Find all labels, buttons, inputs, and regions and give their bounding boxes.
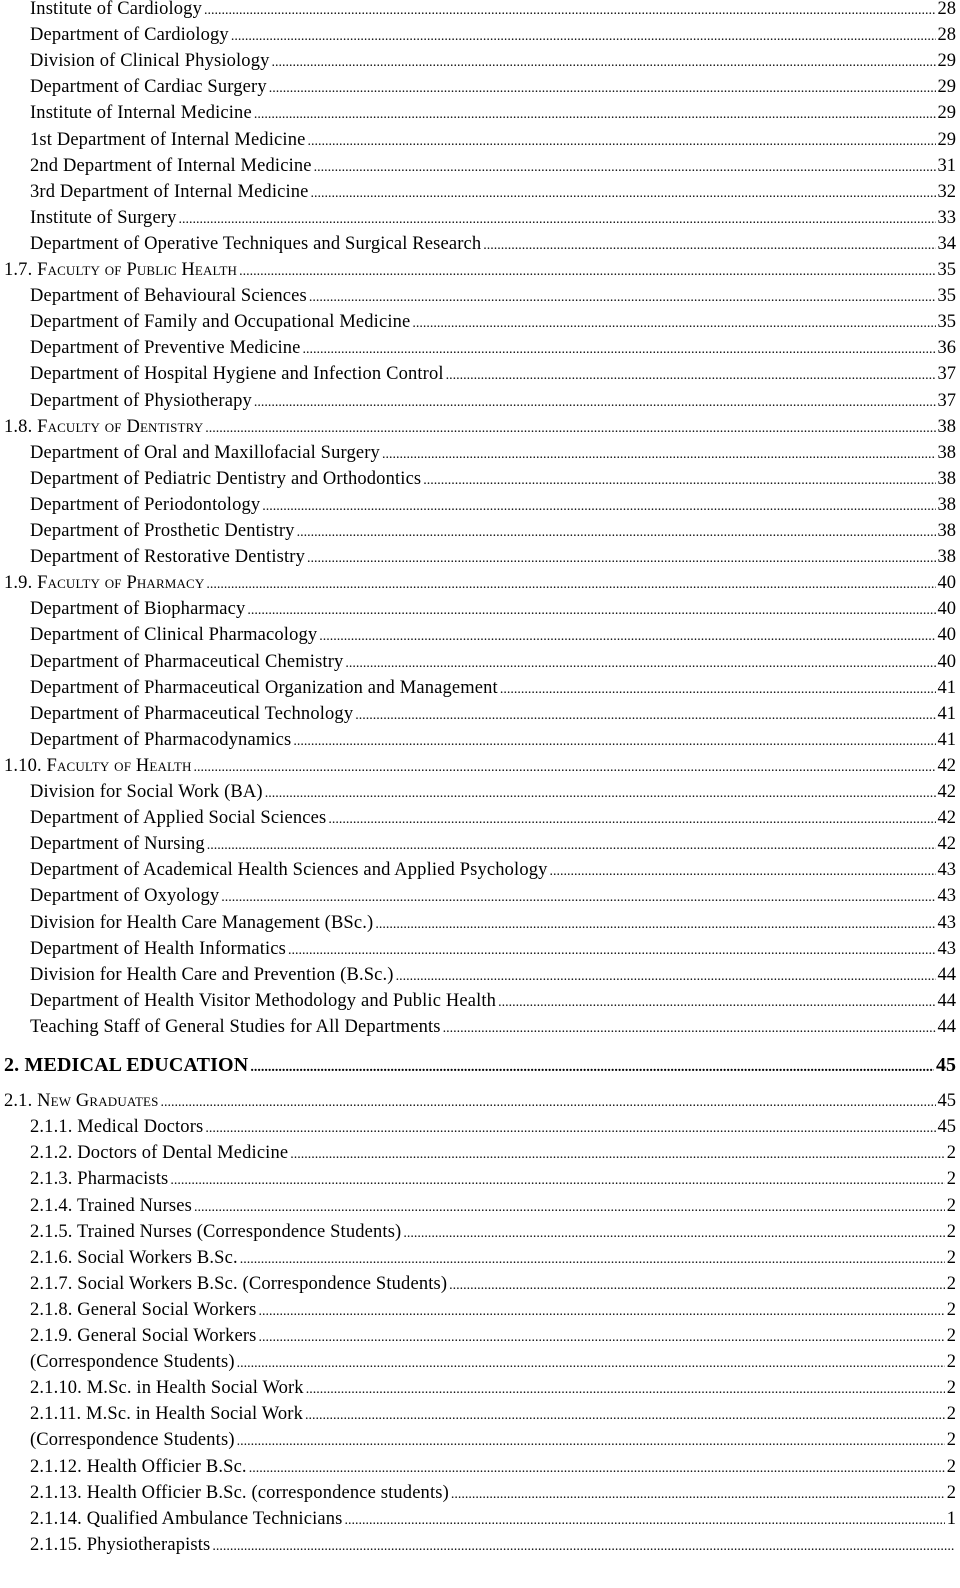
toc-entry-page: 45 [937, 1091, 956, 1112]
toc-entry-page: 44 [937, 1016, 956, 1037]
toc-entry-page: 2 [946, 1221, 956, 1242]
toc-entry [0, 649, 960, 675]
toc-entry-title: Department of Oral and Maxillofacial Surgery [30, 442, 380, 463]
toc-entry [0, 544, 960, 570]
dot-leader [254, 390, 936, 416]
toc-entry [0, 309, 960, 335]
toc-entry [0, 1323, 960, 1349]
toc-entry-title: 1.9. Faculty of Pharmacy [4, 573, 205, 594]
dot-leader [237, 1429, 945, 1455]
toc-entry-title: 2.1.12. Health Officier B.Sc. [30, 1456, 247, 1477]
dot-leader [254, 102, 936, 128]
dot-leader [265, 781, 936, 807]
toc-entry-page: 42 [937, 782, 956, 802]
dot-leader [498, 990, 935, 1016]
toc-entry [0, 936, 960, 962]
toc-entry [0, 74, 960, 100]
toc-entry-title: 2.1.8. General Social Workers [30, 1299, 257, 1320]
toc-entry-page: 1 [946, 1508, 956, 1529]
toc-entry-title: 2nd Department of Internal Medicine [30, 155, 312, 176]
toc-entry-page: 35 [937, 312, 956, 333]
toc-entry-title: Department of Pharmaceutical Organization and Management [30, 677, 498, 698]
toc-entry-page: 36 [937, 338, 956, 359]
toc-entry [0, 1454, 960, 1480]
dot-leader [500, 677, 936, 703]
toc-entry [0, 283, 960, 309]
toc-entry-title: Department of Prosthetic Dentistry [30, 521, 295, 541]
toc-entry [0, 857, 960, 883]
toc-entry [0, 1140, 960, 1166]
toc-entry-page: 41 [937, 703, 956, 724]
toc-entry-title: Department of Preventive Medicine [30, 338, 301, 359]
toc-entry-page: 32 [937, 181, 956, 202]
toc-entry-page: 41 [937, 729, 956, 750]
toc-entry-page: 37 [937, 364, 956, 385]
toc-entry [0, 1052, 960, 1078]
toc-entry-page: 43 [937, 912, 956, 933]
toc-entry-title: (Correspondence Students) [30, 1430, 235, 1451]
toc-entry-page: 2 [946, 1195, 956, 1216]
toc-entry-title: Department of Applied Social Sciences [30, 808, 327, 829]
toc-entry-page: 40 [937, 625, 956, 646]
toc-entry [0, 335, 960, 361]
toc-entry-page: 44 [937, 964, 956, 985]
dot-leader [345, 651, 935, 677]
toc-entry [0, 1349, 960, 1375]
toc-entry-title: Department of Pharmaceutical Technology [30, 703, 354, 724]
dot-leader [550, 859, 936, 885]
toc-entry-page: 2 [946, 1299, 956, 1320]
toc-entry-page: 2 [946, 1482, 956, 1503]
dot-leader [328, 807, 935, 833]
toc-entry [0, 1532, 960, 1558]
dot-leader [307, 129, 935, 155]
dot-leader [259, 1325, 945, 1351]
toc-entry-title: Department of Restorative Dentistry [30, 547, 305, 568]
toc-entry [0, 518, 960, 544]
dot-leader [239, 259, 935, 285]
toc-entry [0, 1427, 960, 1453]
toc-entry [0, 127, 960, 153]
dot-leader [161, 1090, 936, 1116]
dot-leader [240, 1247, 945, 1273]
toc-entry [0, 622, 960, 648]
toc-entry-title: Division for Health Care Management (BSc.) [30, 912, 374, 933]
dot-leader [319, 624, 935, 650]
toc-entry-title: Department of Pharmaceutical Chemistry [30, 651, 344, 672]
dot-leader [303, 337, 936, 363]
dot-leader [344, 1508, 944, 1534]
dot-leader [259, 1299, 945, 1325]
toc-entry-page: 43 [937, 938, 956, 959]
toc-entry-page: 42 [937, 808, 956, 829]
toc-entry-title: 2.1.2. Doctors of Dental Medicine [30, 1143, 289, 1164]
toc-entry-title: (Correspondence Students) [30, 1352, 235, 1373]
dot-leader [288, 938, 936, 964]
toc-entry-title: Department of Academical Health Sciences and Applied Psychology [30, 860, 548, 881]
dot-leader [247, 598, 935, 624]
dot-leader [449, 1273, 945, 1299]
toc-entry [0, 883, 960, 909]
dot-leader [290, 1142, 945, 1168]
toc-entry-title: 2.1.6. Social Workers B.Sc. [30, 1247, 238, 1268]
toc-entry [0, 492, 960, 518]
dot-leader [293, 729, 935, 755]
dot-leader [451, 1482, 945, 1508]
toc-entry-page: 2 [946, 1404, 956, 1425]
toc-entry-title: 1.10. Faculty of Health [4, 755, 192, 776]
toc-entry-title: Department of Pharmacodynamics [30, 729, 292, 750]
toc-entry [0, 1245, 960, 1271]
toc-entry-title: Department of Hospital Hygiene and Infection Control [30, 364, 444, 385]
toc-entry [0, 779, 960, 805]
toc-entry [0, 100, 960, 126]
toc-entry-title: 2.1.11. M.Sc. in Health Social Work [30, 1404, 304, 1425]
dot-leader [194, 1195, 945, 1221]
toc-entry-title: Department of Cardiology [30, 25, 229, 46]
toc-entry-page: 2 [946, 1456, 956, 1477]
toc-entry-title: 1st Department of Internal Medicine [30, 129, 306, 150]
toc-entry-title: Teaching Staff of General Studies for All Departments [30, 1016, 441, 1037]
toc-entry [0, 1271, 960, 1297]
toc-entry-page: 45 [937, 1117, 956, 1138]
toc-entry-page: 33 [937, 207, 956, 228]
toc-entry-title: 1.7. Faculty of Public Health [4, 260, 238, 280]
dot-leader [311, 181, 936, 207]
toc-entry-page: 43 [937, 860, 956, 881]
toc-entry [0, 153, 960, 179]
toc-entry-title: 2.1.3. Pharmacists [30, 1169, 169, 1190]
dot-leader [297, 520, 936, 546]
toc-entry-page: 31 [937, 155, 956, 176]
dot-leader [382, 442, 936, 468]
toc-entry-page: 37 [937, 390, 956, 411]
dot-leader [205, 1116, 935, 1142]
dot-leader [221, 885, 935, 911]
toc-entry-page: 2 [946, 1378, 956, 1399]
toc-entry-page: 2 [946, 1273, 956, 1294]
toc-entry-page: 38 [937, 416, 956, 437]
toc-entry [0, 988, 960, 1014]
toc-entry-title: Division for Social Work (BA) [30, 782, 263, 802]
toc-entry-title: 2.1.10. M.Sc. in Health Social Work [30, 1378, 304, 1399]
toc-entry-page: 45 [936, 1054, 956, 1076]
dot-leader [206, 572, 935, 598]
toc-entry-title: Department of Periodontology [30, 494, 261, 515]
dot-leader [179, 207, 936, 233]
toc-entry-page: 44 [937, 990, 956, 1011]
dot-leader [262, 494, 935, 520]
toc-entry [0, 675, 960, 701]
toc-entry-page: 40 [937, 599, 956, 620]
toc-entry-title: 2.1.7. Social Workers B.Sc. (Correspondence Students) [30, 1273, 448, 1294]
dot-leader [204, 0, 936, 24]
dot-leader [423, 468, 935, 494]
toc-entry-page: 28 [937, 0, 956, 19]
toc-entry [0, 1088, 960, 1114]
dot-leader [412, 311, 935, 337]
toc-entry [0, 831, 960, 857]
toc-entry [0, 414, 960, 440]
toc-entry-title: Department of Family and Occupational Medicine [30, 312, 411, 333]
toc-entry [0, 570, 960, 596]
toc-entry-title: 2.1.15. Physiotherapists [30, 1534, 211, 1555]
toc-entry [0, 1506, 960, 1532]
dot-leader [305, 1403, 945, 1429]
dot-leader [194, 755, 936, 781]
dot-leader [307, 546, 936, 572]
dot-leader [443, 1016, 936, 1042]
toc-entry [0, 727, 960, 753]
toc-entry [0, 1014, 960, 1040]
toc-entry-page: 34 [937, 233, 956, 254]
toc-entry-page: 43 [937, 886, 956, 907]
toc-entry-page: 29 [937, 103, 956, 124]
toc-entry-title: 2.1.5. Trained Nurses (Correspondence Students) [30, 1221, 402, 1242]
toc-entry-title: 1.8. Faculty of Dentistry [4, 416, 204, 437]
toc-entry-page: 35 [937, 286, 956, 307]
toc-entry [0, 701, 960, 727]
toc-entry-page: 38 [937, 468, 956, 489]
toc-entry [0, 1401, 960, 1427]
dot-leader [237, 1351, 945, 1377]
toc-entry-page: 42 [937, 755, 956, 776]
toc-entry-title: 2. MEDICAL EDUCATION [4, 1054, 249, 1076]
toc-entry [0, 466, 960, 492]
dot-leader [306, 1377, 945, 1403]
toc-entry-title: 2.1.4. Trained Nurses [30, 1195, 192, 1216]
toc-entry [0, 22, 960, 48]
dot-leader [314, 155, 936, 181]
toc-entry-title: Department of Operative Techniques and Surgical Research [30, 233, 482, 254]
toc-entry [0, 1166, 960, 1192]
dot-leader [355, 703, 935, 729]
toc-entry [0, 1193, 960, 1219]
toc-entry [0, 48, 960, 74]
toc-entry-title: 2.1. New Graduates [4, 1091, 159, 1112]
toc-entry-title: 2.1.14. Qualified Ambulance Technicians [30, 1508, 343, 1529]
toc-entry-page: 38 [937, 521, 956, 541]
toc-entry-title: 2.1.1. Medical Doctors [30, 1117, 204, 1138]
toc-entry-page: 2 [946, 1430, 956, 1451]
toc-entry [0, 388, 960, 414]
toc-entry [0, 0, 960, 22]
toc-entry-page: 2 [946, 1326, 956, 1346]
toc-entry-page: 35 [937, 260, 956, 280]
toc-entry-title: 2.1.13. Health Officier B.Sc. (correspondence students) [30, 1482, 449, 1503]
dot-leader [375, 912, 935, 938]
toc-entry-page: 42 [937, 834, 956, 855]
toc-entry-page: 2 [946, 1143, 956, 1164]
toc-entry-page: 40 [937, 651, 956, 672]
dot-leader [250, 1055, 934, 1081]
dot-leader [309, 285, 936, 311]
toc-entry-title: Institute of Surgery [30, 207, 177, 228]
toc-entry-page: 29 [937, 129, 956, 150]
toc-entry [0, 440, 960, 466]
toc-entry-page: 38 [937, 547, 956, 568]
dot-leader [403, 1221, 944, 1247]
toc-entry-title: Institute of Cardiology [30, 0, 202, 19]
toc-entry [0, 1480, 960, 1506]
toc-entry-page: 38 [937, 442, 956, 463]
dot-leader [483, 233, 935, 259]
toc-entry-title: Division for Health Care and Prevention (B.Sc.) [30, 964, 394, 985]
toc-entry [0, 231, 960, 257]
toc-entry-title: Department of Health Informatics [30, 938, 286, 959]
toc-entry-title: Institute of Internal Medicine [30, 103, 252, 124]
toc-entry-page: 38 [937, 494, 956, 515]
toc-entry-page: 41 [937, 677, 956, 698]
toc-entry-page: 29 [937, 77, 956, 98]
toc-entry [0, 596, 960, 622]
toc-entry-page: 28 [937, 25, 956, 46]
toc-entry [0, 805, 960, 831]
dot-leader [249, 1456, 945, 1482]
toc-entry-title: Department of Biopharmacy [30, 599, 246, 620]
toc-entry [0, 179, 960, 205]
toc-entry [0, 1297, 960, 1323]
toc-entry [0, 1375, 960, 1401]
toc-entry [0, 205, 960, 231]
toc-entry-title: Department of Nursing [30, 834, 205, 855]
toc-entry-title: 3rd Department of Internal Medicine [30, 181, 309, 202]
toc-entry-title: Department of Oxyology [30, 886, 220, 907]
toc-entry-title: Department of Cardiac Surgery [30, 77, 267, 98]
toc-entry [0, 361, 960, 387]
dot-leader [446, 363, 936, 389]
toc-entry [0, 962, 960, 988]
toc-entry-page: 29 [937, 51, 956, 72]
dot-leader [396, 964, 936, 990]
dot-leader [231, 24, 936, 50]
dot-leader [207, 833, 936, 859]
toc-entry [0, 1219, 960, 1245]
toc-entry-title: Department of Clinical Pharmacology [30, 625, 318, 646]
dot-leader [212, 1534, 954, 1560]
toc-entry-title: Department of Pediatric Dentistry and Orthodontics [30, 468, 422, 489]
toc-entry-title: 2.1.9. General Social Workers [30, 1326, 257, 1346]
toc-entry-title: Department of Health Visitor Methodology and Public Health [30, 990, 497, 1011]
toc-entry [0, 753, 960, 779]
toc-entry [0, 1114, 960, 1140]
toc-entry-page: 40 [937, 573, 956, 594]
dot-leader [269, 76, 936, 102]
toc-entry [0, 257, 960, 283]
toc-entry-page: 2 [946, 1247, 956, 1268]
toc-entry-title: Division of Clinical Physiology [30, 51, 270, 72]
dot-leader [272, 50, 936, 76]
toc-entry-page: 2 [946, 1352, 956, 1373]
toc-entry-title: Department of Physiotherapy [30, 390, 252, 411]
dot-leader [205, 416, 935, 442]
toc-entry [0, 910, 960, 936]
dot-leader [170, 1168, 944, 1194]
toc-entry-title: Department of Behavioural Sciences [30, 286, 307, 307]
toc-entry-page: 2 [946, 1169, 956, 1190]
